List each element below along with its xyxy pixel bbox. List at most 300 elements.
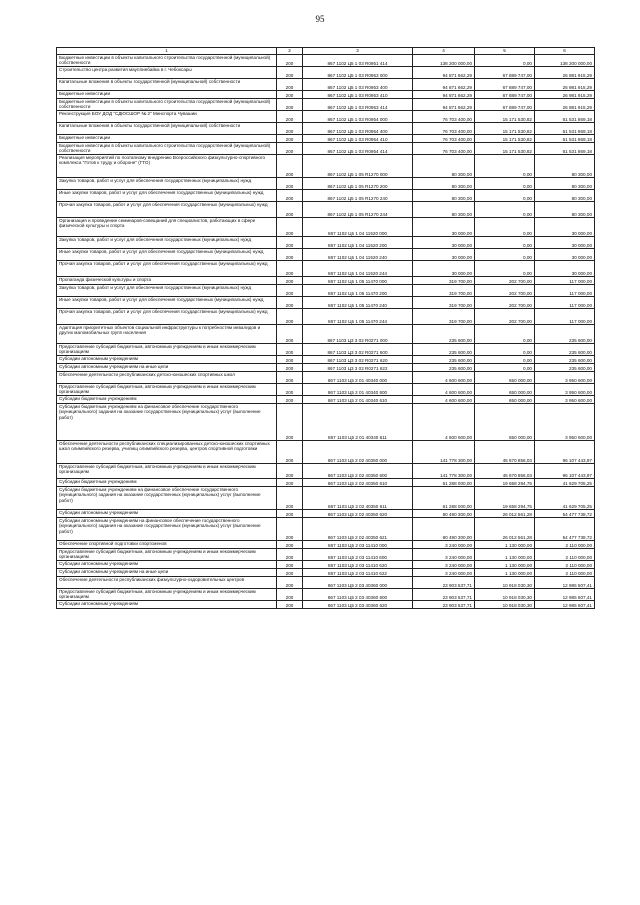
row-code: 200 (277, 91, 303, 99)
row-amount-plan: 138 200 000,00 (413, 55, 475, 67)
row-code: 200 (277, 384, 303, 396)
row-amount-remaining: 41 629 705,25 (535, 479, 595, 487)
row-amount-plan: 76 703 400,00 (413, 143, 475, 155)
row-description: Адаптация приоритетных объектов социальной инфраструктуры к потребностям инвалидов и других маломобильных групп населения (57, 325, 277, 344)
row-description: Иные закупки товаров, работ и услуг для обеспечения государственных (муниципальных) нужд (57, 297, 277, 309)
row-description: Строительство центра развития мауплинбайка в г. Чебоксары (57, 67, 277, 79)
row-amount-remaining: 61 531 869,18 (535, 111, 595, 123)
row-amount-remaining: 3 950 600,00 (535, 404, 595, 441)
table-row (57, 487, 595, 510)
row-amount-plan: 235 600,00 (413, 325, 475, 344)
row-amount-executed: 650 000,00 (475, 396, 535, 404)
table-row (57, 79, 595, 91)
table-row (57, 396, 595, 404)
table-row (57, 384, 595, 396)
row-amount-plan: 76 703 400,00 (413, 135, 475, 143)
table-row (57, 285, 595, 297)
row-budget-classification: 867 1102 Ц5 1 05 R1270 244 (303, 202, 413, 218)
row-amount-executed: 45 670 856,03 (475, 464, 535, 479)
row-code: 200 (277, 249, 303, 261)
row-description: Бюджетные инвестиции в объекты капитального строительства государственной (муниципальной) собственности (57, 143, 277, 155)
table-row (57, 55, 595, 67)
row-amount-executed: 10 918 030,30 (475, 589, 535, 601)
row-description: Обеспечение деятельности республиканских специализированных детско-юношеских спортивных школ олимпийского резерва, училищ олимпийского резерва, центров спортивной подготовки (57, 441, 277, 464)
row-description: Субсидии бюджетным учреждениям на финансовое обеспечение государственного (муниципального) задания на оказание государственных (муниципальных) услуг (выполнение работ) (57, 487, 277, 510)
row-budget-classification: 867 1103 Ц5 2 01 40340 600 (303, 384, 413, 396)
row-description: Субсидии автономным учреждениям (57, 510, 277, 518)
row-code: 200 (277, 479, 303, 487)
row-amount-executed: 1 130 000,00 (475, 561, 535, 569)
row-code: 200 (277, 277, 303, 285)
table-row (57, 190, 595, 202)
row-description: Обеспечение спортивной подготовки спортсменов (57, 541, 277, 549)
row-amount-executed: 0,00 (475, 344, 535, 356)
row-amount-executed: 1 130 000,00 (475, 549, 535, 561)
row-amount-plan: 3 240 000,00 (413, 549, 475, 561)
row-amount-plan: 94 871 662,29 (413, 99, 475, 111)
row-amount-executed: 650 000,00 (475, 384, 535, 396)
row-amount-remaining: 54 477 738,72 (535, 510, 595, 518)
row-description: Субсидии автономным учреждениям на иные цели (57, 569, 277, 577)
row-description: Обеспечение деятельности республиканских физкультурно-оздоровительных центров (57, 577, 277, 589)
table-row (57, 111, 595, 123)
row-description: Организация и проведение семинаров-совещаний для специалистов, работающих в сфере физической культуры и спорта (57, 218, 277, 237)
row-amount-remaining: 80 300,00 (535, 178, 595, 190)
table-header-row (57, 48, 595, 55)
table-row (57, 577, 595, 589)
row-code: 200 (277, 404, 303, 441)
row-description: Обеспечение деятельности республиканских детско-юношеских спортивных школ (57, 372, 277, 384)
row-code: 200 (277, 123, 303, 135)
row-code: 200 (277, 518, 303, 541)
row-code: 200 (277, 396, 303, 404)
row-amount-plan: 30 000,00 (413, 249, 475, 261)
row-budget-classification: 867 1102 Ц5 1 04 11520 200 (303, 237, 413, 249)
row-description: Прочая закупка товаров, работ и услуг для обеспечения государственных (муниципальных) нужд (57, 309, 277, 325)
row-amount-executed: 0,00 (475, 364, 535, 372)
table-row (57, 601, 595, 609)
row-budget-classification: 867 1102 Ц5 1 03 R0954 000 (303, 111, 413, 123)
row-amount-plan: 23 903 537,71 (413, 577, 475, 589)
row-budget-classification: 867 1102 Ц5 1 03 R0954 414 (303, 143, 413, 155)
row-amount-plan: 4 600 600,00 (413, 372, 475, 384)
table-row (57, 372, 595, 384)
row-code: 200 (277, 589, 303, 601)
row-code: 200 (277, 297, 303, 309)
row-amount-remaining: 96 107 443,97 (535, 464, 595, 479)
row-budget-classification: 867 1103 Ц5 2 02 40350 610 (303, 479, 413, 487)
row-code: 200 (277, 549, 303, 561)
table-row (57, 135, 595, 143)
row-description: Бюджетные инвестиции (57, 91, 277, 99)
row-budget-classification: 867 1103 Ц5 2 01 40340 610 (303, 396, 413, 404)
row-budget-classification: 867 1103 Ц3 3 02 R0271 000 (303, 325, 413, 344)
row-description: Субсидии бюджетным учреждениям на финансовое обеспечение государственного (муниципального) задания на оказание государственных (муниципальных) услуг (выполнение работ) (57, 404, 277, 441)
row-description: Предоставление субсидий бюджетным, автономным учреждениям и иным некоммерческим организациям (57, 589, 277, 601)
row-code: 200 (277, 111, 303, 123)
row-budget-classification: 867 1103 Ц5 2 01 40340 611 (303, 404, 413, 441)
row-amount-remaining: 26 981 915,29 (535, 79, 595, 91)
row-amount-plan: 61 288 000,00 (413, 487, 475, 510)
row-code: 200 (277, 601, 303, 609)
row-description: Закупка товаров, работ и услуг для обеспечения государственных (муниципальных) нужд (57, 285, 277, 297)
row-amount-plan: 23 903 537,71 (413, 601, 475, 609)
row-description: Бюджетные инвестиции в объекты капитального строительства государственной (муниципальной) собственности (57, 99, 277, 111)
row-amount-remaining: 2 110 000,00 (535, 569, 595, 577)
row-description: Бюджетные инвестиции в объекты капитального строительства государственной (муниципальной) собственности (57, 55, 277, 67)
budget-table (56, 47, 595, 609)
row-amount-remaining: 235 600,00 (535, 344, 595, 356)
row-amount-executed: 15 171 530,82 (475, 143, 535, 155)
row-code: 200 (277, 99, 303, 111)
row-budget-classification: 867 1103 Ц5 2 03 11410 622 (303, 569, 413, 577)
row-description: Предоставление субсидий бюджетным, автономным учреждениям и иным некоммерческим организациям (57, 549, 277, 561)
row-code: 200 (277, 285, 303, 297)
row-amount-executed: 0,00 (475, 325, 535, 344)
row-amount-executed: 26 012 561,28 (475, 518, 535, 541)
row-amount-plan: 319 700,00 (413, 309, 475, 325)
table-row (57, 510, 595, 518)
table-row (57, 549, 595, 561)
table-row (57, 249, 595, 261)
row-amount-remaining: 54 477 738,72 (535, 518, 595, 541)
row-budget-classification: 867 1103 Ц5 2 02 40350 000 (303, 441, 413, 464)
row-budget-classification: 867 1103 Ц5 2 02 40350 600 (303, 464, 413, 479)
row-description: Иные закупки товаров, работ и услуг для обеспечения государственных (муниципальных) нужд (57, 249, 277, 261)
table-row (57, 464, 595, 479)
column-header: 1 (57, 48, 277, 55)
row-code: 200 (277, 55, 303, 67)
row-description: Иные закупки товаров, работ и услуг для обеспечения государственных (муниципальных) нужд (57, 190, 277, 202)
row-budget-classification: 867 1102 Ц5 1 03 R0953 414 (303, 99, 413, 111)
row-description: Капитальные вложения в объекты государственной (муниципальной) собственности (57, 79, 277, 91)
table-row (57, 561, 595, 569)
row-amount-remaining: 41 629 705,25 (535, 487, 595, 510)
row-amount-plan: 235 600,00 (413, 344, 475, 356)
row-amount-plan: 235 600,00 (413, 356, 475, 364)
column-header: 5 (475, 48, 535, 55)
row-amount-executed: 0,00 (475, 178, 535, 190)
row-amount-executed: 67 889 747,00 (475, 67, 535, 79)
row-amount-plan: 80 300,00 (413, 155, 475, 178)
row-amount-plan: 3 240 000,00 (413, 561, 475, 569)
row-amount-remaining: 12 985 507,41 (535, 589, 595, 601)
row-amount-remaining: 3 950 600,00 (535, 384, 595, 396)
row-description: Реализация мероприятий по поэтапному внедрению Всероссийского физкультурно-спортивного комплекса "Готов к труду и обороне" (ГТО) (57, 155, 277, 178)
table-row (57, 479, 595, 487)
row-amount-executed: 0,00 (475, 218, 535, 237)
row-description: Закупка товаров, работ и услуг для обеспечения государственных (муниципальных) нужд (57, 237, 277, 249)
row-amount-plan: 141 778 300,00 (413, 464, 475, 479)
row-amount-executed: 10 918 030,30 (475, 601, 535, 609)
table-row (57, 123, 595, 135)
row-amount-plan: 4 600 600,00 (413, 384, 475, 396)
table-row (57, 155, 595, 178)
row-budget-classification: 867 1102 Ц5 1 03 R0954 410 (303, 135, 413, 143)
column-header: 2 (277, 48, 303, 55)
row-budget-classification: 867 1103 Ц5 2 03 11410 620 (303, 561, 413, 569)
row-amount-remaining: 138 200 000,00 (535, 55, 595, 67)
row-amount-plan: 94 871 662,29 (413, 91, 475, 99)
row-amount-remaining: 3 950 600,00 (535, 372, 595, 384)
row-description: Субсидии автономным учреждениям (57, 356, 277, 364)
table-row (57, 143, 595, 155)
row-description: Субсидии бюджетным учреждениям (57, 479, 277, 487)
row-code: 200 (277, 356, 303, 364)
table-row (57, 518, 595, 541)
row-budget-classification: 867 1102 Ц5 1 05 R1270 200 (303, 178, 413, 190)
column-header: 6 (535, 48, 595, 55)
row-amount-executed: 1 130 000,00 (475, 569, 535, 577)
row-code: 200 (277, 541, 303, 549)
row-amount-executed: 0,00 (475, 356, 535, 364)
row-amount-executed: 15 171 530,82 (475, 111, 535, 123)
row-amount-executed: 202 700,00 (475, 309, 535, 325)
row-amount-remaining: 26 981 915,29 (535, 91, 595, 99)
row-amount-plan: 319 700,00 (413, 297, 475, 309)
table-row (57, 309, 595, 325)
table-row (57, 178, 595, 190)
table-row (57, 218, 595, 237)
row-amount-plan: 61 288 000,00 (413, 479, 475, 487)
row-amount-remaining: 2 110 000,00 (535, 561, 595, 569)
row-code: 200 (277, 487, 303, 510)
row-budget-classification: 867 1103 Ц5 2 03 40360 620 (303, 601, 413, 609)
row-amount-remaining: 61 531 869,18 (535, 123, 595, 135)
row-amount-plan: 23 903 537,71 (413, 589, 475, 601)
row-amount-remaining: 96 107 443,97 (535, 441, 595, 464)
row-amount-executed: 15 171 530,82 (475, 123, 535, 135)
row-amount-executed: 202 700,00 (475, 277, 535, 285)
row-code: 200 (277, 510, 303, 518)
row-amount-remaining: 80 300,00 (535, 155, 595, 178)
row-budget-classification: 867 1103 Ц5 2 03 40360 600 (303, 589, 413, 601)
row-amount-plan: 76 703 400,00 (413, 111, 475, 123)
row-amount-plan: 80 300,00 (413, 202, 475, 218)
row-amount-plan: 80 490 300,00 (413, 518, 475, 541)
row-amount-remaining: 2 110 000,00 (535, 549, 595, 561)
row-amount-plan: 30 000,00 (413, 218, 475, 237)
row-code: 200 (277, 577, 303, 589)
table-row (57, 325, 595, 344)
row-budget-classification: 867 1102 Ц5 1 05 11470 240 (303, 297, 413, 309)
row-amount-executed: 10 918 030,30 (475, 577, 535, 589)
row-amount-remaining: 30 000,00 (535, 237, 595, 249)
row-amount-executed: 0,00 (475, 155, 535, 178)
row-code: 200 (277, 143, 303, 155)
table-row (57, 356, 595, 364)
row-amount-executed: 0,00 (475, 190, 535, 202)
row-amount-executed: 650 000,00 (475, 372, 535, 384)
row-amount-plan: 80 300,00 (413, 190, 475, 202)
row-amount-executed: 1 130 000,00 (475, 541, 535, 549)
row-amount-remaining: 61 531 869,18 (535, 143, 595, 155)
row-budget-classification: 867 1102 Ц5 1 05 11470 000 (303, 277, 413, 285)
row-amount-remaining: 12 985 507,41 (535, 577, 595, 589)
row-budget-classification: 867 1103 Ц3 3 02 R0271 600 (303, 344, 413, 356)
table-row (57, 569, 595, 577)
table-row (57, 67, 595, 79)
row-description: Бюджетные инвестиции (57, 135, 277, 143)
row-budget-classification: 867 1102 Ц5 1 03 R0953 000 (303, 67, 413, 79)
table-row (57, 441, 595, 464)
row-amount-plan: 3 240 000,00 (413, 541, 475, 549)
row-amount-executed: 0,00 (475, 249, 535, 261)
row-amount-remaining: 30 000,00 (535, 249, 595, 261)
row-amount-executed: 0,00 (475, 261, 535, 277)
row-amount-remaining: 117 000,00 (535, 309, 595, 325)
row-amount-remaining: 30 000,00 (535, 261, 595, 277)
row-amount-remaining: 30 000,00 (535, 218, 595, 237)
row-description: Субсидии бюджетным учреждениям (57, 396, 277, 404)
row-amount-plan: 30 000,00 (413, 261, 475, 277)
table-row (57, 91, 595, 99)
table-row (57, 541, 595, 549)
row-amount-remaining: 80 300,00 (535, 190, 595, 202)
row-description: Субсидии автономным учреждениям на иные цели (57, 364, 277, 372)
row-description: Предоставление субсидий бюджетным, автономным учреждениям и иным некоммерческим организациям (57, 384, 277, 396)
row-amount-plan: 3 240 000,00 (413, 569, 475, 577)
row-amount-plan: 4 600 600,00 (413, 396, 475, 404)
table-row (57, 364, 595, 372)
row-budget-classification: 867 1103 Ц5 2 01 40340 000 (303, 372, 413, 384)
row-amount-executed: 202 700,00 (475, 297, 535, 309)
row-budget-classification: 867 1102 Ц5 1 03 R0954 400 (303, 123, 413, 135)
row-amount-remaining: 235 600,00 (535, 356, 595, 364)
row-budget-classification: 867 1103 Ц5 2 02 40350 621 (303, 518, 413, 541)
row-amount-plan: 30 000,00 (413, 237, 475, 249)
row-code: 200 (277, 135, 303, 143)
row-amount-executed: 67 889 747,00 (475, 91, 535, 99)
row-amount-remaining: 235 600,00 (535, 364, 595, 372)
table-row (57, 589, 595, 601)
row-amount-remaining: 3 950 600,00 (535, 396, 595, 404)
row-budget-classification: 867 1102 Ц5 1 03 R0953 410 (303, 91, 413, 99)
row-amount-executed: 0,00 (475, 55, 535, 67)
row-amount-remaining: 117 000,00 (535, 277, 595, 285)
table-row (57, 277, 595, 285)
row-amount-plan: 141 778 300,00 (413, 441, 475, 464)
row-budget-classification: 867 1103 Ц5 2 03 11410 000 (303, 541, 413, 549)
table-row (57, 404, 595, 441)
row-amount-remaining: 26 981 915,29 (535, 67, 595, 79)
row-description: Предоставление субсидий бюджетным, автономным учреждениям и иным некоммерческим организациям (57, 464, 277, 479)
row-amount-plan: 94 871 662,29 (413, 79, 475, 91)
row-code: 200 (277, 261, 303, 277)
row-amount-remaining: 235 600,00 (535, 325, 595, 344)
table-row (57, 202, 595, 218)
row-code: 200 (277, 569, 303, 577)
page-number: 95 (315, 14, 325, 24)
row-amount-remaining: 2 110 000,00 (535, 541, 595, 549)
row-amount-executed: 67 889 747,00 (475, 79, 535, 91)
row-code: 200 (277, 218, 303, 237)
row-budget-classification: 867 1103 Ц5 2 03 40360 000 (303, 577, 413, 589)
row-amount-executed: 26 012 561,28 (475, 510, 535, 518)
row-budget-classification: 867 1103 Ц3 3 02 R0271 622 (303, 364, 413, 372)
table-row (57, 99, 595, 111)
row-amount-plan: 235 600,00 (413, 364, 475, 372)
row-code: 200 (277, 155, 303, 178)
row-code: 200 (277, 309, 303, 325)
row-amount-executed: 45 670 856,03 (475, 441, 535, 464)
row-budget-classification: 867 1102 Ц5 1 04 11520 240 (303, 249, 413, 261)
row-amount-remaining: 26 981 915,29 (535, 99, 595, 111)
row-description: Прочая закупка товаров, работ и услуг для обеспечения государственных (муниципальных) нужд (57, 261, 277, 277)
row-budget-classification: 867 1102 Ц5 1 05 R1270 240 (303, 190, 413, 202)
row-amount-executed: 650 000,00 (475, 404, 535, 441)
table-row (57, 297, 595, 309)
row-code: 200 (277, 364, 303, 372)
row-description: Прочая закупка товаров, работ и услуг для обеспечения государственных (муниципальных) нужд (57, 202, 277, 218)
row-code: 200 (277, 202, 303, 218)
row-code: 200 (277, 344, 303, 356)
table-row (57, 261, 595, 277)
row-description: Предоставление субсидий бюджетным, автономным учреждениям и иным некоммерческим организациям (57, 344, 277, 356)
row-budget-classification: 867 1103 Ц3 3 02 R0271 620 (303, 356, 413, 364)
row-amount-executed: 19 658 294,75 (475, 479, 535, 487)
row-code: 200 (277, 67, 303, 79)
row-budget-classification: 867 1102 Ц5 1 04 11520 244 (303, 261, 413, 277)
row-description: Субсидии автономным учреждениям (57, 601, 277, 609)
row-budget-classification: 867 1103 Ц5 2 02 40350 620 (303, 510, 413, 518)
row-description: Закупка товаров, работ и услуг для обеспечения государственных (муниципальных) нужд (57, 178, 277, 190)
row-amount-plan: 4 600 600,00 (413, 404, 475, 441)
row-code: 200 (277, 325, 303, 344)
table-row (57, 344, 595, 356)
row-budget-classification: 867 1102 Ц5 1 04 11520 000 (303, 218, 413, 237)
row-code: 200 (277, 372, 303, 384)
column-header: 4 (413, 48, 475, 55)
row-code: 200 (277, 237, 303, 249)
row-amount-plan: 80 300,00 (413, 178, 475, 190)
row-budget-classification: 867 1102 Ц5 1 03 R0951 414 (303, 55, 413, 67)
row-description: Пропаганда физической культуры и спорта (57, 277, 277, 285)
row-code: 200 (277, 178, 303, 190)
row-code: 200 (277, 79, 303, 91)
row-amount-plan: 80 490 300,00 (413, 510, 475, 518)
row-budget-classification: 867 1102 Ц5 1 05 11470 200 (303, 285, 413, 297)
table-row (57, 237, 595, 249)
row-description: Субсидии автономным учреждениям (57, 561, 277, 569)
row-budget-classification: 867 1103 Ц5 2 02 40350 611 (303, 487, 413, 510)
row-amount-executed: 19 658 294,75 (475, 487, 535, 510)
row-code: 200 (277, 464, 303, 479)
row-amount-executed: 0,00 (475, 202, 535, 218)
row-code: 200 (277, 190, 303, 202)
row-amount-remaining: 61 531 869,18 (535, 135, 595, 143)
row-amount-executed: 67 889 747,00 (475, 99, 535, 111)
row-amount-executed: 0,00 (475, 237, 535, 249)
row-budget-classification: 867 1102 Ц5 1 05 11470 244 (303, 309, 413, 325)
row-amount-plan: 319 700,00 (413, 277, 475, 285)
row-description: Капитальные вложения в объекты государственной (муниципальной) собственности (57, 123, 277, 135)
row-amount-plan: 319 700,00 (413, 285, 475, 297)
row-budget-classification: 867 1102 Ц5 1 03 R0953 400 (303, 79, 413, 91)
row-code: 200 (277, 441, 303, 464)
row-budget-classification: 867 1102 Ц5 1 05 R1270 000 (303, 155, 413, 178)
row-amount-remaining: 117 000,00 (535, 285, 595, 297)
row-amount-plan: 94 871 662,29 (413, 67, 475, 79)
row-description: Реконструкция БОУ ДОД "СДЮСШОР № 2" Минспорта Чувашии (57, 111, 277, 123)
row-amount-remaining: 117 000,00 (535, 297, 595, 309)
column-header: 3 (303, 48, 413, 55)
row-description: Субсидии автономным учреждениям на финансовое обеспечение государственного (муниципального) задания на оказание государственных (муниципальных) услуг (выполнение работ) (57, 518, 277, 541)
row-amount-remaining: 80 300,00 (535, 202, 595, 218)
row-amount-plan: 76 703 400,00 (413, 123, 475, 135)
row-amount-remaining: 12 985 507,41 (535, 601, 595, 609)
row-amount-executed: 202 700,00 (475, 285, 535, 297)
